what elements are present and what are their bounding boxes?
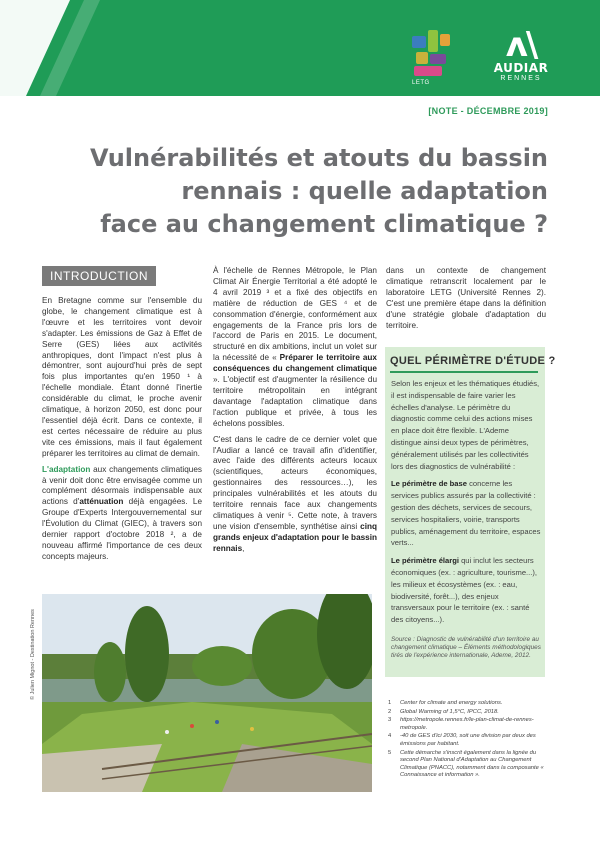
perimeter-box-title: QUEL PÉRIMÈTRE D'ÉTUDE ? [390, 355, 556, 367]
body-paragraph: dans un contexte de changement climatique retranscrit localement par le laboratoire LETG (Université Rennes 2). C'est une première étape dans la définition d'une stratégie globale d'adaptation du territoire. [386, 266, 546, 330]
park-photo [42, 594, 372, 792]
title-line: rennais : quelle adaptation [181, 177, 548, 205]
photo-credit: © Julien Mignot - Destination Rennes [30, 609, 36, 700]
letg-logo [408, 30, 468, 84]
box-source: Source : Diagnostic de vulnérabilité d'un territoire au changement climatique – Éléments méthodologiques tirés de l'expérience internationale, Ademe, 2012. [391, 635, 541, 659]
audiar-city: RENNES [500, 75, 542, 82]
intro-column [42, 296, 202, 568]
title-line: Vulnérabilités et atouts du bassin [89, 144, 548, 172]
box-paragraph: Le périmètre de base concerne les services publics assurés par la collectivité : gestion des déchets, services de secours, services hospitaliers, voirie, transports publics, aménagement du territoire, espaces verts... [391, 479, 541, 548]
audiar-mark-icon: ʌ\ [505, 25, 537, 65]
body-paragraph: À l'échelle de Rennes Métropole, le Plan Climat Air Énergie Territorial a été adopté le 4 avril 2019 ³ et a fixé des objectifs en matière de réduction de GES ⁴ et de consommation d'énergie, conformément aux engagements de la France pris lors de l'accord de Paris en 2015. Le document, structuré en dix ambitions, inclut un volet sur la nécessité de « Préparer le territoire aux conséquences du changement climatique ». L'objectif est d'augmenter la résilience du territoire métropolitain en intégrant davantage l'adaptation climatique dans l'action publique et privée, à tous les échelons possibles. [213, 266, 377, 428]
body-paragraph: C'est dans le cadre de ce dernier volet que l'Audiar a lancé ce travail afin d'identifier, avec l'aide des différents acteurs locaux (scientifiques, acteurs économiques, gestionnaires des ressources…), les principales vulnérabilités et les atouts du territoire rennais face aux changements climatiques à venir ⁵. Cette note, à travers une vision d'ensemble, synthétise ainsi cinq grands enjeux d'adaptation pour le bassin rennais, [213, 434, 377, 553]
box-paragraph: Selon les enjeux et les thématiques étudiés, il est indispensable de faire varier les échelles d'analyse. Le périmètre du diagnostic comme celui des actions mises en place doit être flexible. L'Ademe distingue ainsi deux types de périmètres, généralement utilisés par les collectivités lors des diagnostics de vulnérabilité : [391, 379, 540, 471]
footnote: 1 Center for climate and energy solutions. [388, 700, 503, 706]
footnote: 5 Cette démarche s'inscrit également dans la lignée du second Plan National d'Adaptation au Changement Climatique (PNACC), notamment dans la composante « Connaissance et information ». [388, 749, 544, 779]
intro-heading: INTRODUCTION [42, 266, 156, 286]
intro-paragraph: L'adaptation aux changements climatiques à venir doit donc être envisagée comme un complément désormais indispensable aux actions d'atténuation déjà engagées. Le Groupe d'Experts Intergouvernemental sur l'Évolution du Climat (GIEC), à travers son dernier rapport d'octobre 2018 ², a de nouveau affirmé l'importance de ces deux concepts majeurs. [42, 464, 202, 561]
footnote: 4 -40 de GES d'ici 2030, soit une division par deux des émissions par habitant. [388, 733, 536, 747]
title-line: face au changement climatique ? [100, 210, 548, 238]
footnotes [388, 700, 548, 781]
footnote: 3 https://metropole.rennes.fr/le-plan-climat-de-rennes-metropole. [388, 717, 534, 731]
header-band [0, 0, 600, 96]
footnote: 2 Global Warming of 1,5°C, IPCC, 2018. [388, 708, 499, 715]
note-label: [NOTE - DÉCEMBRE 2019] [428, 106, 548, 116]
intro-paragraph: En Bretagne comme sur l'ensemble du globe, le changement climatique est à l'œuvre et les territoires vont devoir s'adapter. Les émissions de Gaz à Effet de Serre (GES) liées aux activités anthropiques, dont l'impact n'est plus à démontrer, sont aujourd'hui près de sept fois plus importantes qu'en 1950 ¹ à l'échelle mondiale. Étant donné l'inertie considérable du climat, le proche avenir climatique, à horizon 2050, est donc pour l'essentiel déjà écrit. Dans ce contexte, il est certes nécessaire de réduire au plus vite ces émissions, mais il faut également préparer les territoires au climat de demain. [42, 296, 202, 458]
right-column [386, 266, 546, 336]
box-paragraph: Le périmètre élargi qui inclut les secteurs économiques (ex. : agriculture, tourisme...), les milieux et écosystèmes (ex. : eau, biodiversité, forêt...), des enjeux transversaux pour le territoire (ex. : santé des citoyens...). [391, 556, 538, 625]
park-photo-illustration [42, 594, 372, 792]
audiar-logo [490, 25, 552, 82]
middle-column [213, 266, 377, 560]
audiar-name: AUDIAR [493, 61, 549, 75]
perimeter-box-rule [390, 371, 538, 373]
perimeter-box-body [391, 378, 541, 660]
page-title [28, 142, 548, 241]
letg-label: LETG [412, 80, 430, 86]
